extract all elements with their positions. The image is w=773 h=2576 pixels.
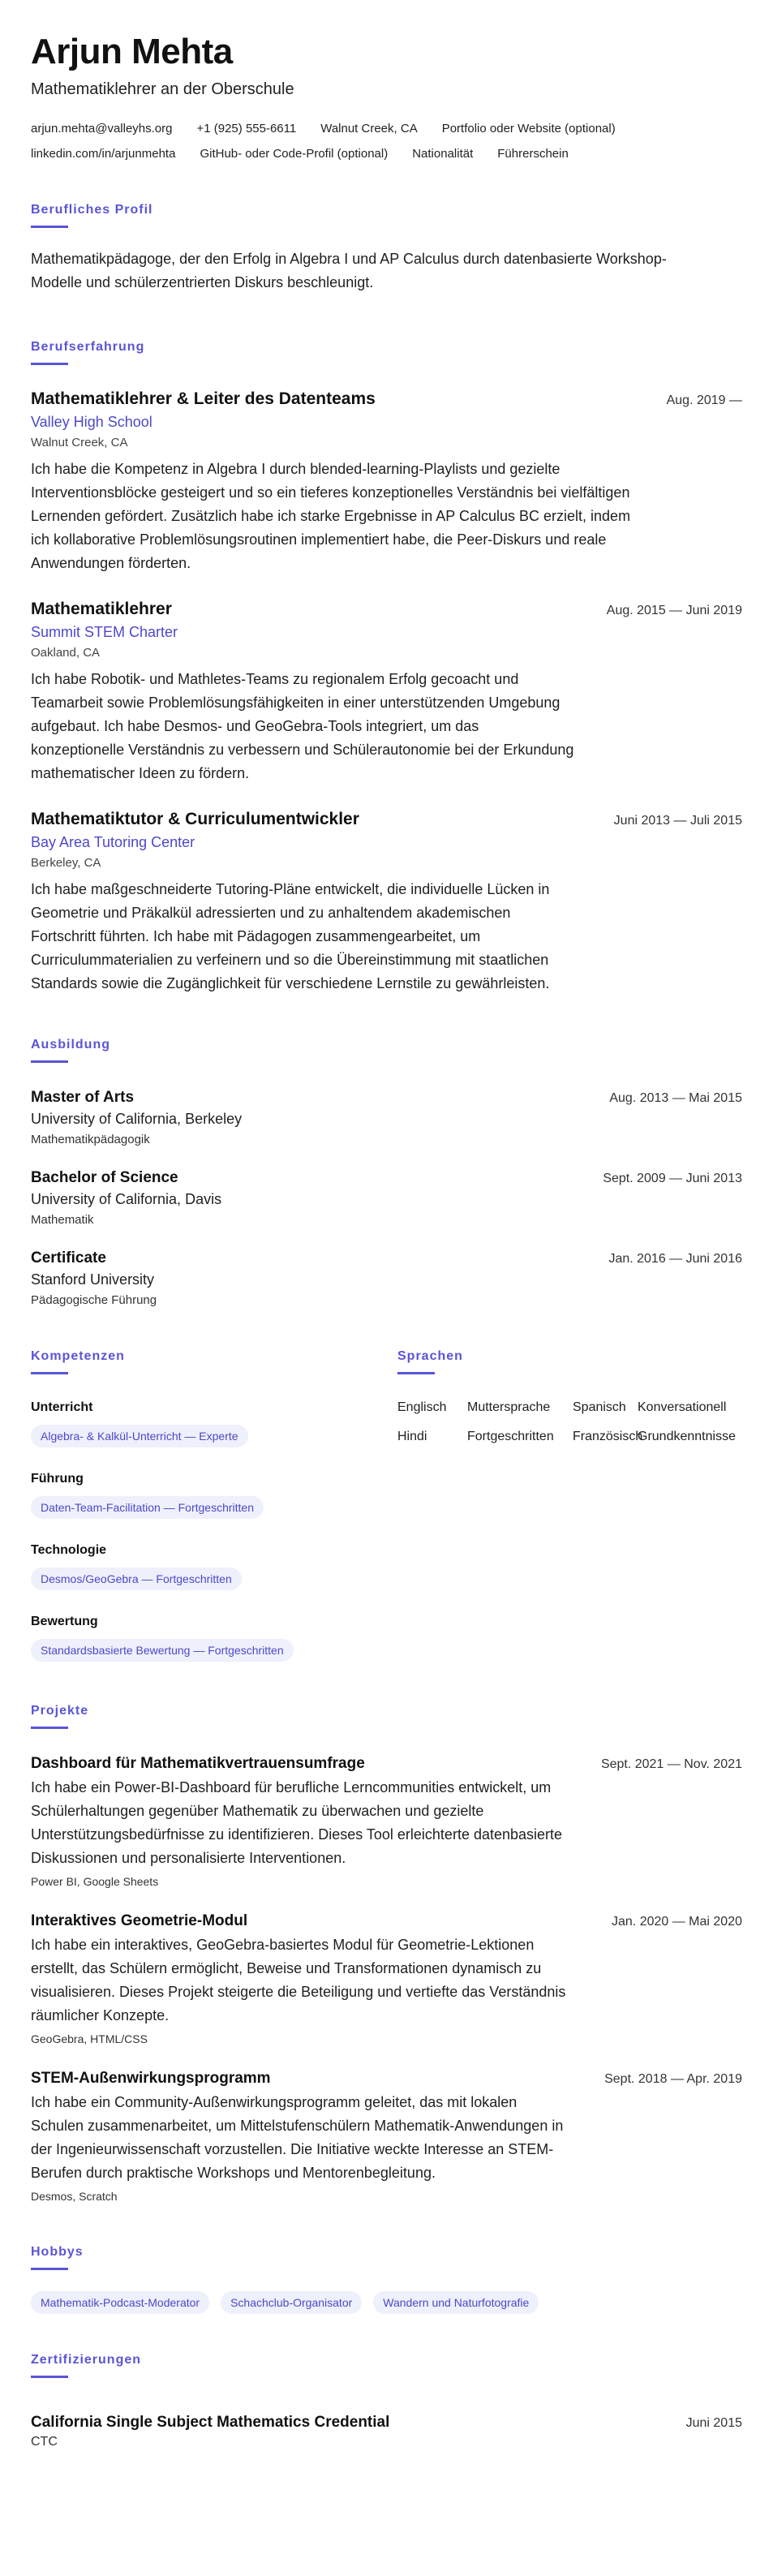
school-name: Stanford University [31, 1271, 155, 1288]
experience-entry [31, 389, 742, 575]
section-divider [397, 1372, 435, 1374]
project-date: Jan. 2020 — Mai 2020 [612, 1915, 742, 1929]
job-location: Berkeley, CA [31, 856, 101, 870]
section-divider [31, 226, 68, 228]
contact-portfolio[interactable]: Portfolio oder Website (optional) [441, 122, 616, 135]
project-date: Sept. 2021 — Nov. 2021 [600, 1757, 742, 1771]
candidate-name: Arjun Mehta [31, 32, 233, 71]
contact-location: Walnut Creek, CA [320, 122, 418, 135]
language-name: Spanisch [573, 1400, 626, 1414]
section-divider [31, 1372, 68, 1374]
skill-category: Führung [31, 1472, 84, 1486]
job-date: Aug. 2015 — Juni 2019 [606, 604, 742, 617]
skill-category: Unterricht [31, 1400, 93, 1414]
project-title: Interaktives Geometrie-Modul [31, 1912, 248, 1929]
section-heading: Sprachen [397, 1349, 463, 1363]
contact-license: Führerschein [497, 147, 569, 161]
job-description: Ich habe Robotik- und Mathletes-Teams zu regionalem Erfolg gecoacht und Teamarbeit sowie Problemlösungsfähigkeiten in einer unterstützenden Umgebung aufgebaut. Ich habe Desmos- und GeoGebra-Tools integriert, um das konzeptionelle Verständnis zu verbessern und Schülerautonomie bei der Erkundung mathematischer Ideen zu fördern. [31, 671, 574, 781]
degree-name: Master of Arts [31, 1089, 135, 1106]
education-section [31, 1038, 742, 1307]
contact-email[interactable]: arjun.mehta@valleyhs.org [31, 122, 173, 135]
education-entry [31, 1249, 742, 1307]
project-tech: Desmos, Scratch [31, 2190, 118, 2203]
languages-grid [397, 1400, 742, 1444]
language-name: Hindi [397, 1430, 427, 1443]
project-tech: GeoGebra, HTML/CSS [31, 2032, 148, 2045]
skills-languages-row [31, 1349, 742, 1662]
section-divider [31, 2376, 68, 2378]
language-level: Fortgeschritten [467, 1430, 554, 1443]
job-location: Oakland, CA [31, 646, 101, 660]
project-entry [31, 1912, 742, 2045]
project-entry [31, 1755, 742, 1888]
projects-section [31, 1704, 742, 2203]
school-name: University of California, Berkeley [31, 1111, 243, 1127]
candidate-title: Mathematiklehrer an der Oberschule [31, 80, 294, 98]
certification-date: Juni 2015 [685, 2416, 742, 2430]
employer-name: Valley High School [31, 414, 152, 430]
degree-name: Certificate [31, 1249, 106, 1266]
experience-entry [31, 600, 742, 785]
language-level: Muttersprache [467, 1400, 551, 1414]
language-name: Englisch [397, 1400, 447, 1414]
section-heading: Projekte [31, 1704, 89, 1718]
job-title: Mathematiklehrer & Leiter des Datenteams [31, 389, 376, 408]
employer-name: Bay Area Tutoring Center [31, 834, 195, 850]
certification-entry [31, 2414, 742, 2449]
project-tech: Power BI, Google Sheets [31, 1875, 159, 1888]
section-divider [31, 1727, 68, 1729]
study-field: Pädagogische Führung [31, 1293, 157, 1307]
skill-chip: Desmos/GeoGebra — Fortgeschritten [31, 1568, 242, 1590]
section-heading: Kompetenzen [31, 1349, 125, 1363]
job-location: Walnut Creek, CA [31, 436, 128, 449]
education-entry [31, 1169, 742, 1227]
skill-chip: Daten-Team-Facilitation — Fortgeschritten [31, 1496, 264, 1519]
section-heading: Berufserfahrung [31, 340, 145, 354]
project-description: Ich habe ein Power-BI-Dashboard für berufliche Lerncommunities entwickelt, um Schülerhaltungen gegenüber Mathematik zu überwachen und gezielte Unterstützungsbedürfnisse zu identifizieren. Dieses Tool erleichterte datenbasierte Diskussionen und personalisierte Interventionen. [31, 1779, 563, 1866]
hobby-chip: Schachclub-Organisator [221, 2291, 362, 2314]
project-description: Ich habe ein Community-Außenwirkungsprogramm geleitet, das mit lokalen Schulen zusammenarbeitet, um Mittelstufenschülern Mathematik-Anwendungen in der Ingenieurwissenschaft vorzustellen. Die Initiative weckte Interesse an STEM-Berufen durch praktische Workshops und Mentorenbegleitung. [31, 2094, 564, 2181]
project-title: STEM-Außenwirkungsprogramm [31, 2070, 271, 2087]
job-date: Juni 2013 — Juli 2015 [613, 814, 742, 828]
skill-chip: Algebra- & Kalkül-Unterricht — Experte [31, 1425, 248, 1447]
study-field: Mathematik [31, 1213, 94, 1227]
language-level: Grundkenntnisse [638, 1430, 736, 1443]
hobbies-list [31, 2291, 742, 2314]
profile-section [31, 203, 742, 295]
skill-category: Bewertung [31, 1615, 98, 1628]
job-description: Ich habe die Kompetenz in Algebra I durch blended-learning-Playlists und gezielte Interventionsblöcke gesteigert und so ein tieferes konzeptionelles Verständnis bei vielfältigen Lernenden gefördert. Zusätzlich habe ich starke Ergebnisse in AP Calculus BC erzielt, indem ich kollaborative Problemlösungsroutinen implementiert habe, die Peer-Diskurs und reale Anwendungen förderten. [31, 461, 631, 571]
contact-github[interactable]: GitHub- oder Code-Profil (optional) [200, 147, 389, 161]
hobby-chip: Mathematik-Podcast-Moderator [31, 2291, 209, 2314]
certification-issuer: CTC [31, 2435, 58, 2449]
section-heading: Ausbildung [31, 1038, 110, 1051]
certification-title: California Single Subject Mathematics Credential [31, 2414, 390, 2431]
education-date: Jan. 2016 — Juni 2016 [608, 1252, 742, 1266]
contact-list [31, 122, 736, 161]
hobby-chip: Wandern und Naturfotografie [373, 2291, 539, 2314]
contact-phone[interactable]: +1 (925) 555-6611 [196, 122, 297, 135]
education-date: Aug. 2013 — Mai 2015 [609, 1091, 742, 1105]
skills-section [31, 1349, 397, 1662]
section-divider [31, 363, 68, 365]
project-entry [31, 2070, 742, 2203]
hobbies-section [31, 2245, 742, 2314]
job-title: Mathematiklehrer [31, 600, 172, 618]
contact-nationality: Nationalität [412, 147, 474, 161]
section-divider [31, 2268, 68, 2270]
project-description: Ich habe ein interaktives, GeoGebra-basiertes Modul für Geometrie-Lektionen erstellt, das Schülern ermöglicht, Beweise und Transformationen dynamisch zu visualisieren. Dieses Projekt steigerte die Beteiligung und vertiefte das Verständnis räumlicher Konzepte. [31, 1937, 566, 2023]
project-date: Sept. 2018 — Apr. 2019 [604, 2072, 742, 2086]
language-level: Konversationell [638, 1400, 727, 1414]
job-title: Mathematiktutor & Curriculumentwickler [31, 810, 359, 828]
language-name: Französisch [573, 1430, 643, 1443]
languages-section [397, 1349, 742, 1662]
employer-name: Summit STEM Charter [31, 624, 178, 640]
section-heading: Berufliches Profil [31, 203, 153, 217]
certifications-section [31, 2353, 742, 2449]
job-date: Aug. 2019 — [666, 393, 742, 407]
section-heading: Zertifizierungen [31, 2353, 142, 2367]
section-heading: Hobbys [31, 2245, 84, 2259]
skill-category: Technologie [31, 1543, 107, 1557]
project-title: Dashboard für Mathematikvertrauensumfrage [31, 1755, 365, 1772]
job-description: Ich habe maßgeschneiderte Tutoring-Pläne entwickelt, die individuelle Lücken in Geometrie und Präkalkül adressierten und zu anhaltendem akademischen Fortschritt führten. Ich habe mit Pädagogen zusammengearbeitet, um Curriculummaterialien zu verfeinern und so die Übereinstimmung mit staatlichen Standards sowie die Zugänglichkeit für verschiedene Lernstile zu gewährleisten. [31, 881, 550, 991]
contact-linkedin[interactable]: linkedin.com/in/arjunmehta [31, 147, 176, 161]
school-name: University of California, Davis [31, 1191, 222, 1207]
degree-name: Bachelor of Science [31, 1169, 178, 1186]
education-entry [31, 1089, 742, 1146]
study-field: Mathematikpädagogik [31, 1133, 150, 1146]
experience-section [31, 340, 742, 996]
skill-chip: Standardsbasierte Bewertung — Fortgeschritten [31, 1639, 294, 1662]
education-date: Sept. 2009 — Juni 2013 [603, 1172, 742, 1185]
experience-entry [31, 810, 742, 996]
profile-summary: Mathematikpädagoge, der den Erfolg in Algebra I und AP Calculus durch datenbasierte Workshop-Modelle und schülerzentrierten Diskurs beschleunigt. [31, 251, 667, 290]
section-divider [31, 1060, 68, 1063]
